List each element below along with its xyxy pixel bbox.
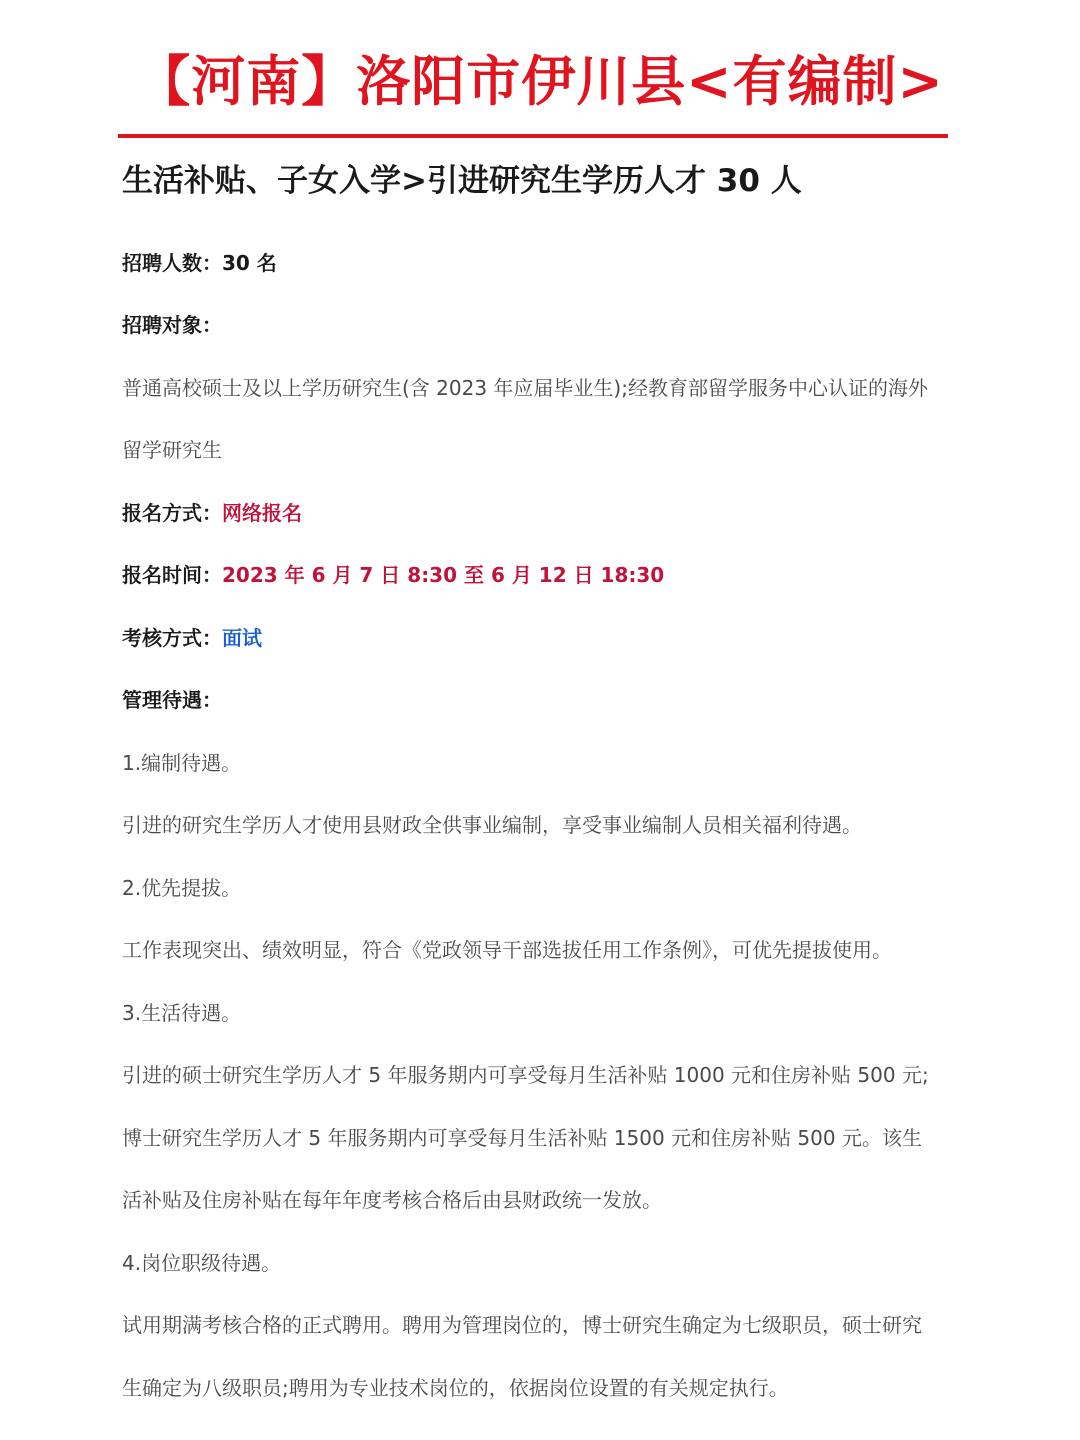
signup-time-value: 2023 年 6 月 7 日 8:30 至 6 月 12 日 18:30: [222, 563, 665, 587]
benefit-2-text: 工作表现突出、绩效明显，符合《党政领导干部选拔任用工作条例》，可优先提拔使用。: [122, 938, 892, 962]
page-subtitle: 生活补贴、子女入学>引进研究生学历人才 30 人: [122, 163, 802, 199]
benefits-row: [122, 685, 962, 715]
signup-time-row: [122, 560, 962, 590]
target-text-line-1: 普通高校硕士及以上学历研究生(含 2023 年应届毕业生);经教育部留学服务中心认证的海外: [122, 376, 928, 400]
recruit-count-row: [122, 248, 962, 278]
benefit-1-text: 引进的研究生学历人才使用县财政全供事业编制，享受事业编制人员相关福利待遇。: [122, 813, 862, 837]
benefit-3-text-line-2: 博士研究生学历人才 5 年服务期内可享受每月生活补贴 1500 元和住房补贴 500 元。该生: [122, 1126, 922, 1150]
assessment-row: [122, 623, 962, 653]
benefit-4-title: 4.岗位职级待遇。: [122, 1251, 282, 1275]
signup-method-label: 报名方式：: [122, 501, 222, 525]
signup-time-label: 报名时间：: [122, 563, 222, 587]
recruit-count-value: 30 名: [222, 251, 277, 275]
target-text-line-2: 留学研究生: [122, 438, 222, 462]
signup-method-row: [122, 498, 962, 528]
benefit-4-text-line-2: 生确定为八级职员;聘用为专业技术岗位的，依据岗位设置的有关规定执行。: [122, 1376, 789, 1400]
benefit-3-text-line-1: 引进的硕士研究生学历人才 5 年服务期内可享受每月生活补贴 1000 元和住房补贴 500 元;: [122, 1063, 929, 1087]
page-title: 【河南】洛阳市伊川县<有编制>: [136, 50, 944, 113]
benefit-1-title: 1.编制待遇。: [122, 751, 242, 775]
benefit-2-title: 2.优先提拔。: [122, 876, 242, 900]
benefit-3-text-line-3: 活补贴及住房补贴在每年年度考核合格后由县财政统一发放。: [122, 1188, 662, 1212]
benefits-label: 管理待遇：: [122, 688, 222, 712]
benefit-4-text-line-1: 试用期满考核合格的正式聘用。聘用为管理岗位的，博士研究生确定为七级职员，硕士研究: [122, 1313, 922, 1337]
benefit-3-title: 3.生活待遇。: [122, 1001, 242, 1025]
target-label: 招聘对象：: [122, 313, 222, 337]
recruit-count-label: 招聘人数：: [122, 251, 222, 275]
target-row: [122, 310, 962, 340]
title-divider: [118, 134, 948, 138]
assessment-value: 面试: [222, 626, 262, 650]
assessment-label: 考核方式：: [122, 626, 222, 650]
signup-method-value: 网络报名: [222, 501, 302, 525]
